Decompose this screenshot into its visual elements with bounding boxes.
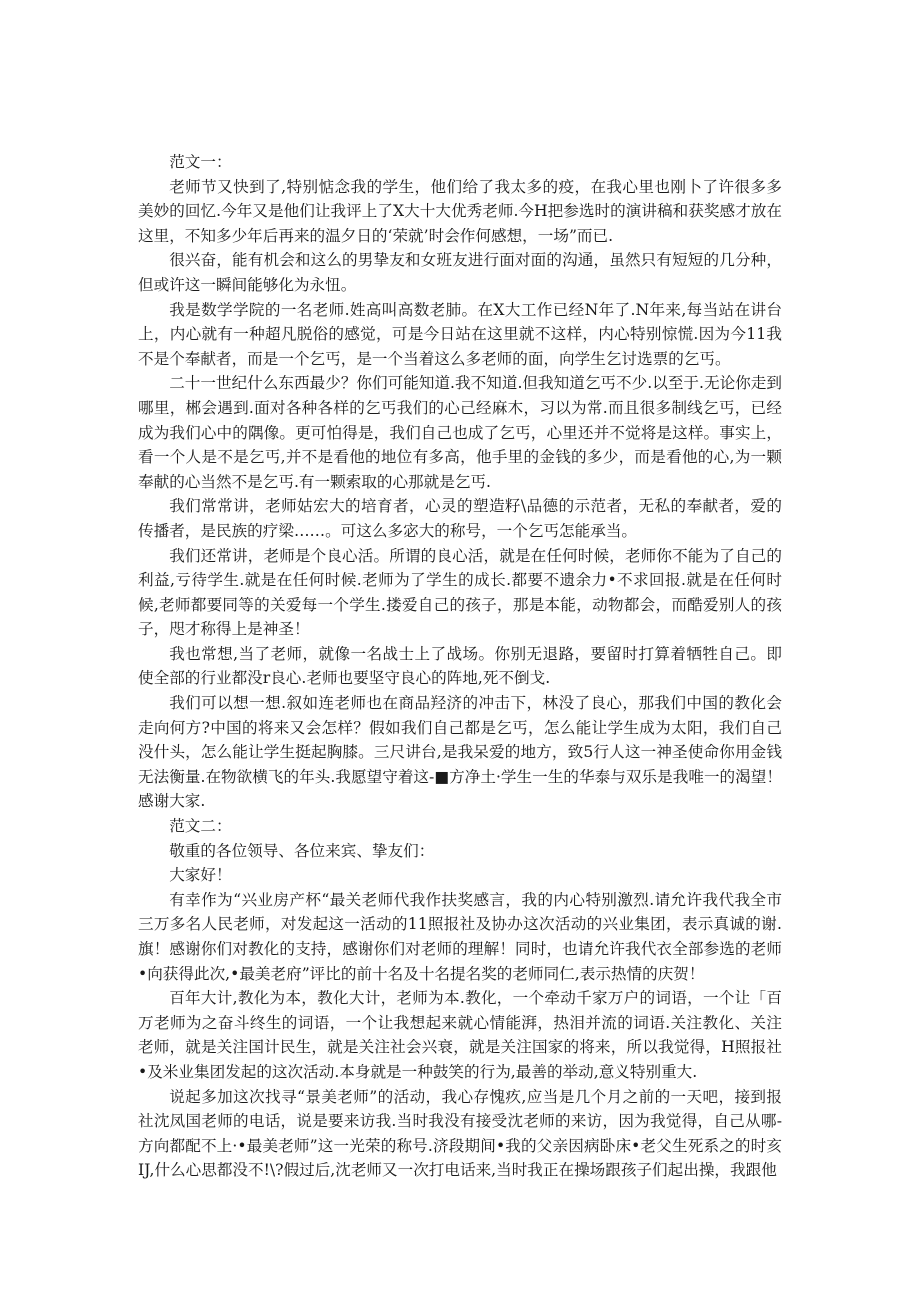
paragraph: 我们常常讲，老师姑宏大的培育者，心灵的塑造籽\品德的示范者，无私的奉献者，爱的传播者，是民族的疗梁……。可这么多宓大的称号，一个乞丐怎能承当。 [138, 497, 782, 540]
salutation: 敬重的各位领导、各位来宾、挚友们： [169, 841, 435, 860]
heading-sample-one: 范文一： [169, 153, 232, 171]
paragraph: 二十一世纪什么东西最少？你们可能知道.我不知道.但我知道乞丐不少.以至于.无论你走到哪里，郴会遇到.面对各种各样的乞丐我们的心己经麻木，习以为常.而且很多制线乞丐，已经成为我们心中的隅像。更可怕得是，我们自己也成了乞丐，心里还并不觉将是这样。事实上，看一个人是不是乞丐,并不是看他的地位有多高，他手里的金钱的多少，而是看他的心,为一颗奉献的心当然不是乞丐.有一颗索取的心那就是乞丐. [138, 374, 782, 491]
paragraph: 很兴奋，能有机会和这么的男挚友和女班友进行面对面的沟通，虽然只有短短的几分种，但或许这一瞬间能够化为永忸。 [138, 251, 782, 294]
greeting: 大家好！ [169, 866, 232, 885]
paragraph: 老师节又快到了,特别惦念我的学生，他们给了我太多的疫，在我心里也刚卜了许很多多美妙的回忆.今年又是他们让我评上了X大十大优秀老师.今H把参选时的演讲稿和获奖感才放在这里，不知多少年后再来的温夕日的‘荣就’时会作何感想，一场”而已. [138, 177, 782, 245]
paragraph: 我们还常讲，老师是个良心活。所谓的良心活，就是在任何时候，老师你不能为了自己的利益,亏待学生.就是在任何时候.老师为了学生的成长.都要不遗余力•不求回报.就是在任何时候,老师都要同等的关爱每一个学生.搂爱自己的孩子，那是本能，动物都会，而酷爱别人的孩子，咫才称得上是神圣！ [138, 546, 782, 639]
heading-sample-two: 范文二： [169, 817, 232, 836]
document-body [138, 150, 782, 1183]
paragraph: 我也常想,当了老师，就像一名战士上了战场。你别无退路，要留时打算着牺牲自己。即使全部的行业都没r良心.老师也要坚守良心的阵地,死不倒戈. [138, 644, 782, 688]
paragraph: 百年大计,教化为本，教化大计，老师为本.教化，一个牵动千家万户的词语，一个让「百万老师为之奋斗终生的词语，一个让我想起来就心情能湃，热泪并流的词语.关注教化、关注老师，就是关注国计民生，就是关注社会兴衰，就是关注国家的将来，所以我觉得，H照报社•及米业集团发起的这次活动.本身就是一种鼓笑的行为,最善的举动,意义特别重大. [138, 989, 782, 1081]
paragraph: 我们可以想一想.叙如连老师也在商品羟济的冲击下，林没了良心，那我们中国的教化会走向何方?中国的将来又会怎样？假如我们自己都是乞丐，怎么能让学生成为太阳，我们自己没什头，怎么能让学生挺起胸膝。三尺讲台,是我呆爱的地方，致5行人这一神圣使命你用金钱无法衡量.在物欲横飞的年头.我愿望守着这-■方净土·学生一生的华泰与双乐是我唯一的渴望！感谢大家. [138, 694, 782, 811]
paragraph: 有幸作为“兴业房产杯“最关老师代我作扶奖感言，我的内心特别激烈.请允许我代我全市三万多名人民老师，对发起这一活动的11照报社及协办这次活动的兴业集团，表示真诚的谢.旗！感谢你们对教化的支持，感谢你们对老师的理解！同时，也请允许我代衣全部参选的老师•向获得此次,•最美老府”评比的前十名及十名提名奖的老师同仁,表示热情的庆贺！ [138, 890, 782, 983]
paragraph: 说起多加这次找寻“景美老师”的活动，我心存愧疚,应当是几个月之前的一天吧，接到报社沈凤国老师的电话，说是要来访我.当时我没有接受沈老师的来访，因为我觉得，自己从哪-方向都配不上·•最美老师”这一光荣的称号.济段期间•我的父亲因病卧床•老父生死系之的时亥IJ,什么心思都没不!\?假过后,沈老师又一次打电话来,当时我正在操场跟孩子们起出操，我跟他 [138, 1087, 782, 1180]
paragraph: 我是数学学院的一名老师.姓高叫高数老肺。在X大工作已经N年了.N年来,每当站在讲台上，内心就有一种超凡脱俗的感觉，可是今日站在这里就不这样，内心特别惊慌.因为今11我不是个奉献者，而是一个乞丐，是一个当着这么多老师的面，向学生乞讨选票的乞丐。 [138, 300, 782, 368]
